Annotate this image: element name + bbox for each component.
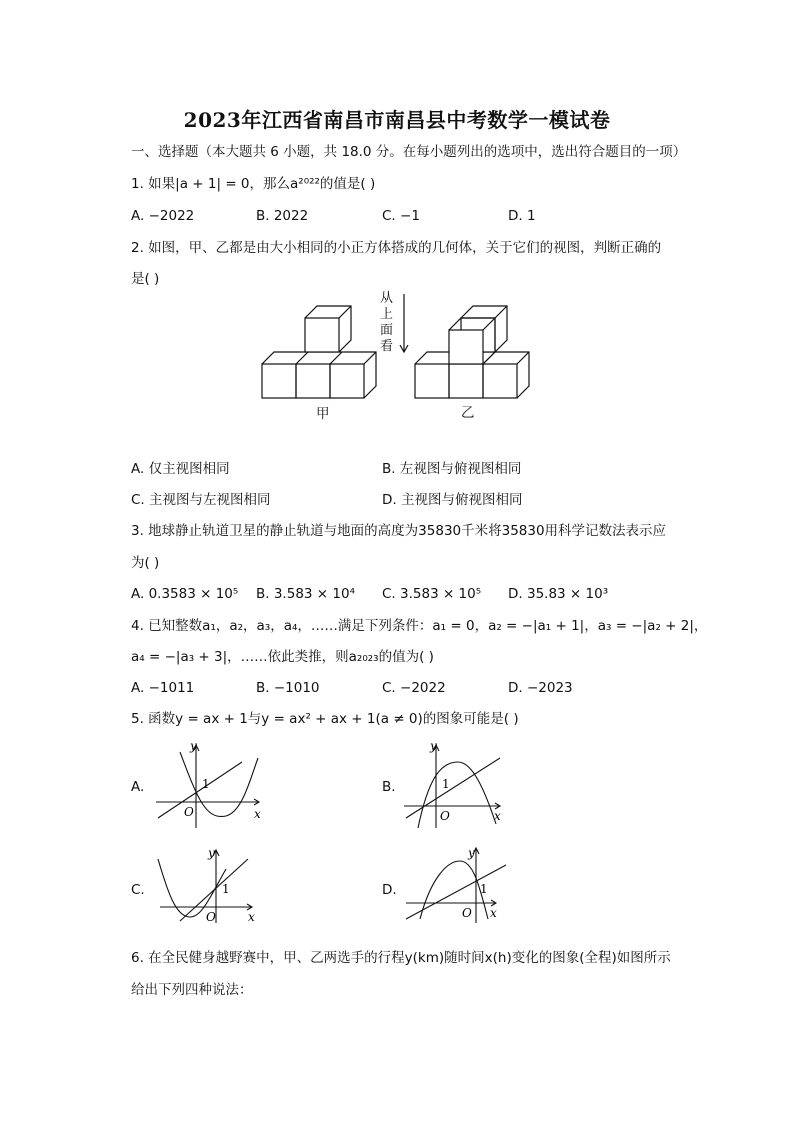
q2-option-c: C. 主视图与左视图相同 — [131, 492, 271, 508]
q3-stem-line1: 3. 地球静止轨道卫星的静止轨道与地面的高度为35830千米将35830用科学记数法表示应 — [131, 523, 667, 539]
svg-text:O: O — [462, 906, 472, 920]
svg-text:x: x — [254, 807, 261, 821]
q2-arrow-text: 从 上 面 看 — [380, 291, 394, 354]
svg-text:O: O — [206, 910, 216, 924]
q4-option-b: B. −1010 — [256, 680, 320, 696]
q3-option-c: C. 3.583 × 10⁵ — [382, 586, 482, 602]
q3-option-a: A. 0.3583 × 10⁵ — [131, 586, 239, 602]
q1-option-c: C. −1 — [382, 208, 420, 224]
q5-graph-d — [400, 845, 515, 925]
jia-bottom-row — [262, 352, 376, 398]
q5-option-d-label: D. — [382, 882, 397, 898]
svg-text:x: x — [494, 809, 501, 823]
q2-option-d: D. 主视图与俯视图相同 — [382, 492, 523, 508]
q5-option-a-label: A. — [131, 779, 145, 795]
q1-option-a: A. −2022 — [131, 208, 195, 224]
svg-text:y: y — [190, 740, 197, 753]
q6-stem-line2: 给出下列四种说法： — [131, 982, 253, 998]
q4-option-a: A. −1011 — [131, 680, 195, 696]
q1-stem: 1. 如果|a + 1| = 0，那么a²⁰²²的值是( ) — [131, 176, 376, 192]
q1-option-d: D. 1 — [508, 208, 536, 224]
q5-stem: 5. 函数y = ax + 1与y = ax² + ax + 1(a ≠ 0)的图象可能是( ) — [131, 711, 519, 727]
svg-text:1: 1 — [222, 882, 230, 896]
q3-stem-line2: 为( ) — [131, 555, 160, 571]
q5-option-c-label: C. — [131, 882, 145, 898]
svg-text:1: 1 — [442, 777, 450, 791]
section-heading: 一、选择题（本大题共 6 小题，共 18.0 分。在每小题列出的选项中，选出符合题目的一项） — [131, 144, 687, 160]
q5-graph-c — [150, 845, 265, 925]
q2-label-yi: 乙 — [461, 405, 475, 421]
q2-option-a: A. 仅主视图相同 — [131, 461, 230, 477]
q5-graph-a — [150, 740, 265, 830]
svg-text:y: y — [208, 846, 215, 860]
svg-text:O: O — [440, 809, 450, 823]
q4-option-c: C. −2022 — [382, 680, 446, 696]
q5-option-b-label: B. — [382, 779, 396, 795]
q5-graph-b — [400, 740, 515, 830]
svg-text:O: O — [184, 805, 194, 819]
page-title: 2023年江西省南昌市南昌县中考数学一模试卷 — [183, 108, 611, 132]
q4-stem-line2: a₄ = −|a₃ + 3|，……依此类推，则a₂₀₂₃的值为( ) — [131, 649, 434, 665]
q3-option-d: D. 35.83 × 10³ — [508, 586, 609, 602]
q3-option-b: B. 3.583 × 10⁴ — [256, 586, 355, 602]
q6-stem-line1: 6. 在全民健身越野赛中，甲、乙两选手的行程y(km)随时间x(h)变化的图象(全程)如图所示 — [131, 950, 671, 966]
q1-option-b: B. 2022 — [256, 208, 309, 224]
svg-text:x: x — [248, 910, 255, 924]
svg-text:x: x — [490, 906, 497, 920]
q2-stem-line1: 2. 如图，甲、乙都是由大小相同的小正方体搭成的几何体，关于它们的视图，判断正确的 — [131, 240, 662, 256]
q2-label-jia: 甲 — [316, 406, 330, 422]
q2-stem-line2: 是( ) — [131, 271, 160, 287]
q2-cube-figure — [255, 290, 535, 422]
svg-text:y: y — [468, 846, 475, 860]
linear-graph — [158, 762, 242, 818]
q4-stem-line1: 4. 已知整数a₁，a₂，a₃，a₄，……满足下列条件：a₁ = 0，a₂ = −|a₁ + 1|，a₃ = −|a₂ + 2|， — [131, 618, 708, 634]
yi-upper-cubes — [449, 306, 507, 364]
q2-option-b: B. 左视图与俯视图相同 — [382, 461, 522, 477]
svg-text:y: y — [430, 740, 437, 753]
q4-option-d: D. −2023 — [508, 680, 573, 696]
jia-top-cube — [305, 306, 351, 352]
svg-text:1: 1 — [480, 882, 488, 896]
svg-text:1: 1 — [202, 777, 210, 791]
